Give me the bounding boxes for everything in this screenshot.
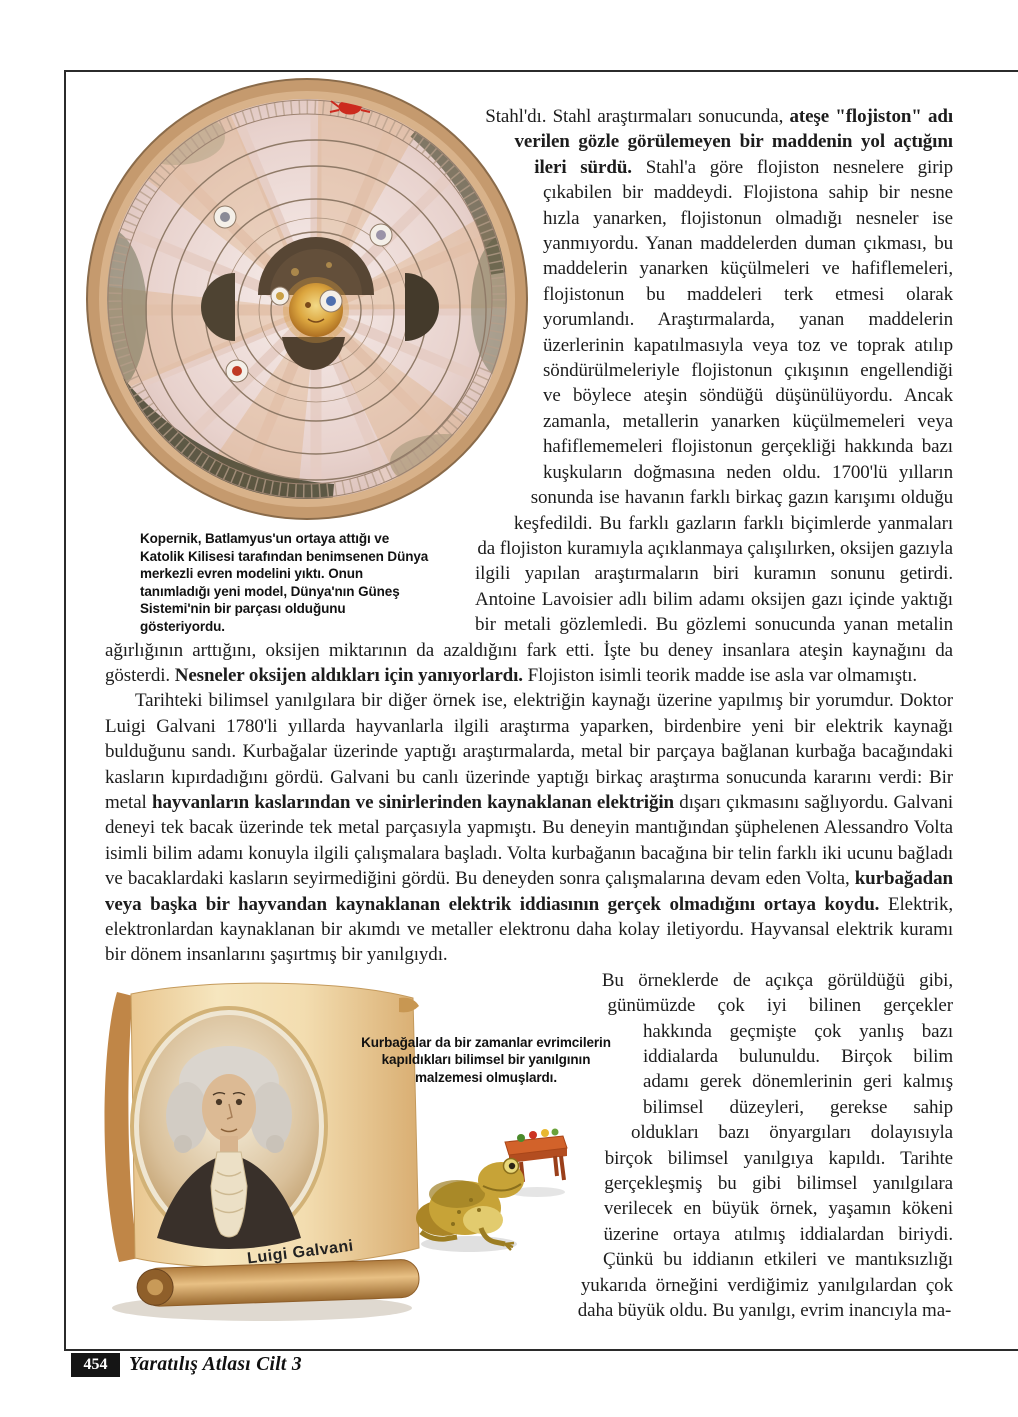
frog-and-table-illustration [409, 1120, 569, 1260]
celestial-map-illustration [85, 77, 529, 521]
figure-galvani [87, 970, 627, 1322]
book-title: Yaratılış Atlası Cilt 3 [129, 1354, 302, 1375]
galvani-caption: Kurbağalar da bir zamanlar evrimcilerin kapıldıkları bilimsel bir yanılgının malzemesi olmuşlardı. [361, 1034, 611, 1085]
paragraph-flojiston: Stahl'dı. Stahl araştırmaları sonucunda, ateşe "flojiston" adı verilen gözle görülemeyen bir maddenin yol açtığını ileri sürdü. Stahl'a göre flojiston nesnelere girip çıkabilen bir maddeydi. Flojistona sahip bir nesne hızla yanarken, flojistonun olmadığı nesneler ise yanmıyordu. Yanan maddelerden duman çıkması, bu maddelerin yanarken küçülmeleri ve hafiflemeleri, flojistonun bu maddeleri terk etmesi olarak yorumlandı. Araştırmalarda, yanan maddelerin üzerlerinin kapatılmasıyla veya toz ve toprak atılıp söndürülmeleriyle flojistonun çıkışının engellendiği ve böylece ateşin söndüğü düşünülüyordu. Ancak zamanla, metallerin yanarken küçülmemeleri veya hafiflememeleri flojistonun gerçekliği hakkında bazı kuşkuların doğmasına neden oldu. 1700'lü yılların sonunda ise havanın farklı birkaç gazın karışımı olduğu keşfedildi. Bu farklı gazların farklı biçimlerde yanmaları da flojiston kuramıyla açıklanmaya çalışılırken, oksijen gazıyla ilgili yapılan araştırmaların biri kuramın sonunu getirdi. Antoine Lavoisier adlı bilim adamı oksijen gazı içinde yaktığı bir metali gözlemledi. Bu gözlemi sonucunda yanan metalin ağırlığının arttığını, oksijen miktarının da azaldığını fark etti. İşte bu deney insanlara ateşin kaynağını da gösterdi. Nesneler oksijen aldıkları için yanıyorlardı. Flojiston isimli teorik madde ise asla var olmamıştı. [105, 106, 954, 686]
page-footer [71, 1353, 302, 1377]
galvani-portrait [132, 1008, 326, 1249]
celestial-map-caption: Kopernik, Batlamyus'un ortaya attığı ve Katolik Kilisesi tarafından benimsenen Dünya merkezli evren modelini yıktı. Onun tanımladığı yeni model, Dünya'nın Güneş Sistemi'nin bir parçası olduğunu gösteriyordu. [140, 531, 429, 634]
figure-celestial-map [85, 77, 529, 637]
paragraph-conclusion: Bu örneklerde de açıkça görüldüğü gibi, günümüzde çok iyi bilinen gerçekler hakkında geçmişte çok yanlış bazı iddialarda bulunuldu. Birçok bilim adamı gerek dönemlerinin geri kalmış bilimsel düzeyleri, gerekse sahip oldukları bazı önyargıları dolayısıyla birçok bilimsel yanılgıya kapıldı. Tarihte gerçekleşmiş bu gibi bilimsel yanılgılara verilecek en büyük örnek, yaşamın kökeni üzerine ortaya atılmış iddialardan biriydi. Çünkü bu iddianın etkileri ve mantıksızlığı yukarıda örneğini verdiğimiz yanılgılardan çok daha büyük oldu. Bu yanılgı, evrim inancıyla ma- [577, 969, 953, 1322]
galvani-scroll-label: Luigi Galvani [246, 1237, 355, 1268]
galvani-scroll-illustration [87, 976, 432, 1326]
paragraph-galvani-volta: Tarihteki bilimsel yanılgılara bir diğer örnek ise, elektriğin kaynağı üzerine yapılmış bir yorumdur. Doktor Luigi Galvani 1780'li yıllarda hayvanlarla ilgili araştırma yaparken, birdenbire yeni bir elektrik kaynağı bulduğunu sandı. Kurbağalar üzerinde yaptığı araştırmalarda, metal bir parçaya bağlanan kurbağa bacağındaki kasların kıpırdadığını gördü. Galvani bu canlı üzerinde yaptığı birkaç araştırma sonucunda kararını verdi: Bir metal hayvanların kaslarından ve sinirlerinden kaynaklanan elektriğin dışarı çıkmasını sağlıyordu. Galvani deneyi tek bacak üzerinde tek metal parçasıyla yapmıştı. Bu deneyin mantığından şüphelenen Alessandro Volta isimli bilim adamı konuyla ilgili çalışmalara başladı. Volta kurbağanın bacağına bir telin farklı iki ucunu bağladı ve bacaklardaki kasların seyirmediğini gördü. Bu deneyden sonra çalışmalarına devam eden Volta, kurbağadan veya başka bir hayvandan kaynaklanan elektrik iddiasının gerçek olmadığını ortaya koydu. Elektrik, elektronlardan kaynaklanan bir akımdı ve metaller elektronu daha kolay iletiyordu. Hayvansal elektrik kuramı bir dönem insanlarını şaşırtmış bir yanılgıydı. [105, 690, 954, 966]
article-body [105, 104, 953, 1324]
page-number-badge: 454 [71, 1353, 120, 1377]
